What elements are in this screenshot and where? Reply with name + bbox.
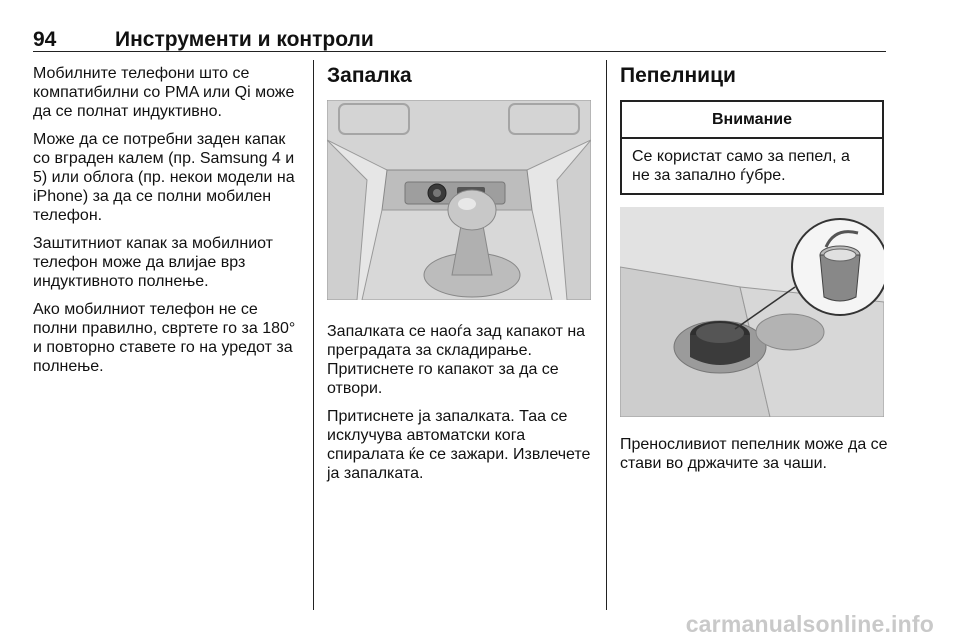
paragraph: Може да се потребни заден капак со вграден калем (пр. Samsung 4 и 5) или облога (пр. некои модели на iPhone) за да се полни мобилен телефон. xyxy=(33,131,295,224)
paragraph: Мобилните телефони што се компатибилни со PMA или Qi може да се полнат индуктивно. xyxy=(33,65,295,120)
watermark: carmanualsonline.info xyxy=(685,611,934,637)
warning-box xyxy=(620,100,884,195)
ashtray-figure xyxy=(620,207,884,417)
column-left xyxy=(33,64,303,385)
heading-cigarette-lighter: Запалка xyxy=(327,64,412,87)
heading-ashtrays: Пепелници xyxy=(620,64,736,87)
page-number: 94 xyxy=(33,28,57,51)
paragraph: Притиснете ја запалката. Таа се исклучува автоматски кога спиралата ќе се зажари. Извлечете ја запалката. xyxy=(327,408,591,482)
paragraph: Ако мобилниот телефон не се полни правилно, свртете го за 180° и повторно ставете го на уредот за полнење. xyxy=(33,301,296,375)
section-title: Инструменти и контроли xyxy=(115,28,374,51)
column-middle xyxy=(327,64,597,492)
warning-title: Внимание xyxy=(622,102,882,139)
column-divider xyxy=(606,60,607,610)
paragraph: Преносливиот пепелник може да се стави во држачите за чаши. xyxy=(620,436,888,472)
paragraph: Заштитниот капак за мобилниот телефон може да влијае врз индуктивното полнење. xyxy=(33,235,274,290)
paragraph: Запалката се наоѓа зад капакот на преградата за складирање. Притиснете го капакот за да се отвори. xyxy=(327,323,586,397)
page-header xyxy=(33,22,886,52)
cigarette-lighter-figure xyxy=(327,100,591,300)
column-divider xyxy=(313,60,314,610)
column-right xyxy=(620,64,890,482)
warning-body: Се користат само за пепел, а не за запално ѓубре. xyxy=(632,148,850,184)
